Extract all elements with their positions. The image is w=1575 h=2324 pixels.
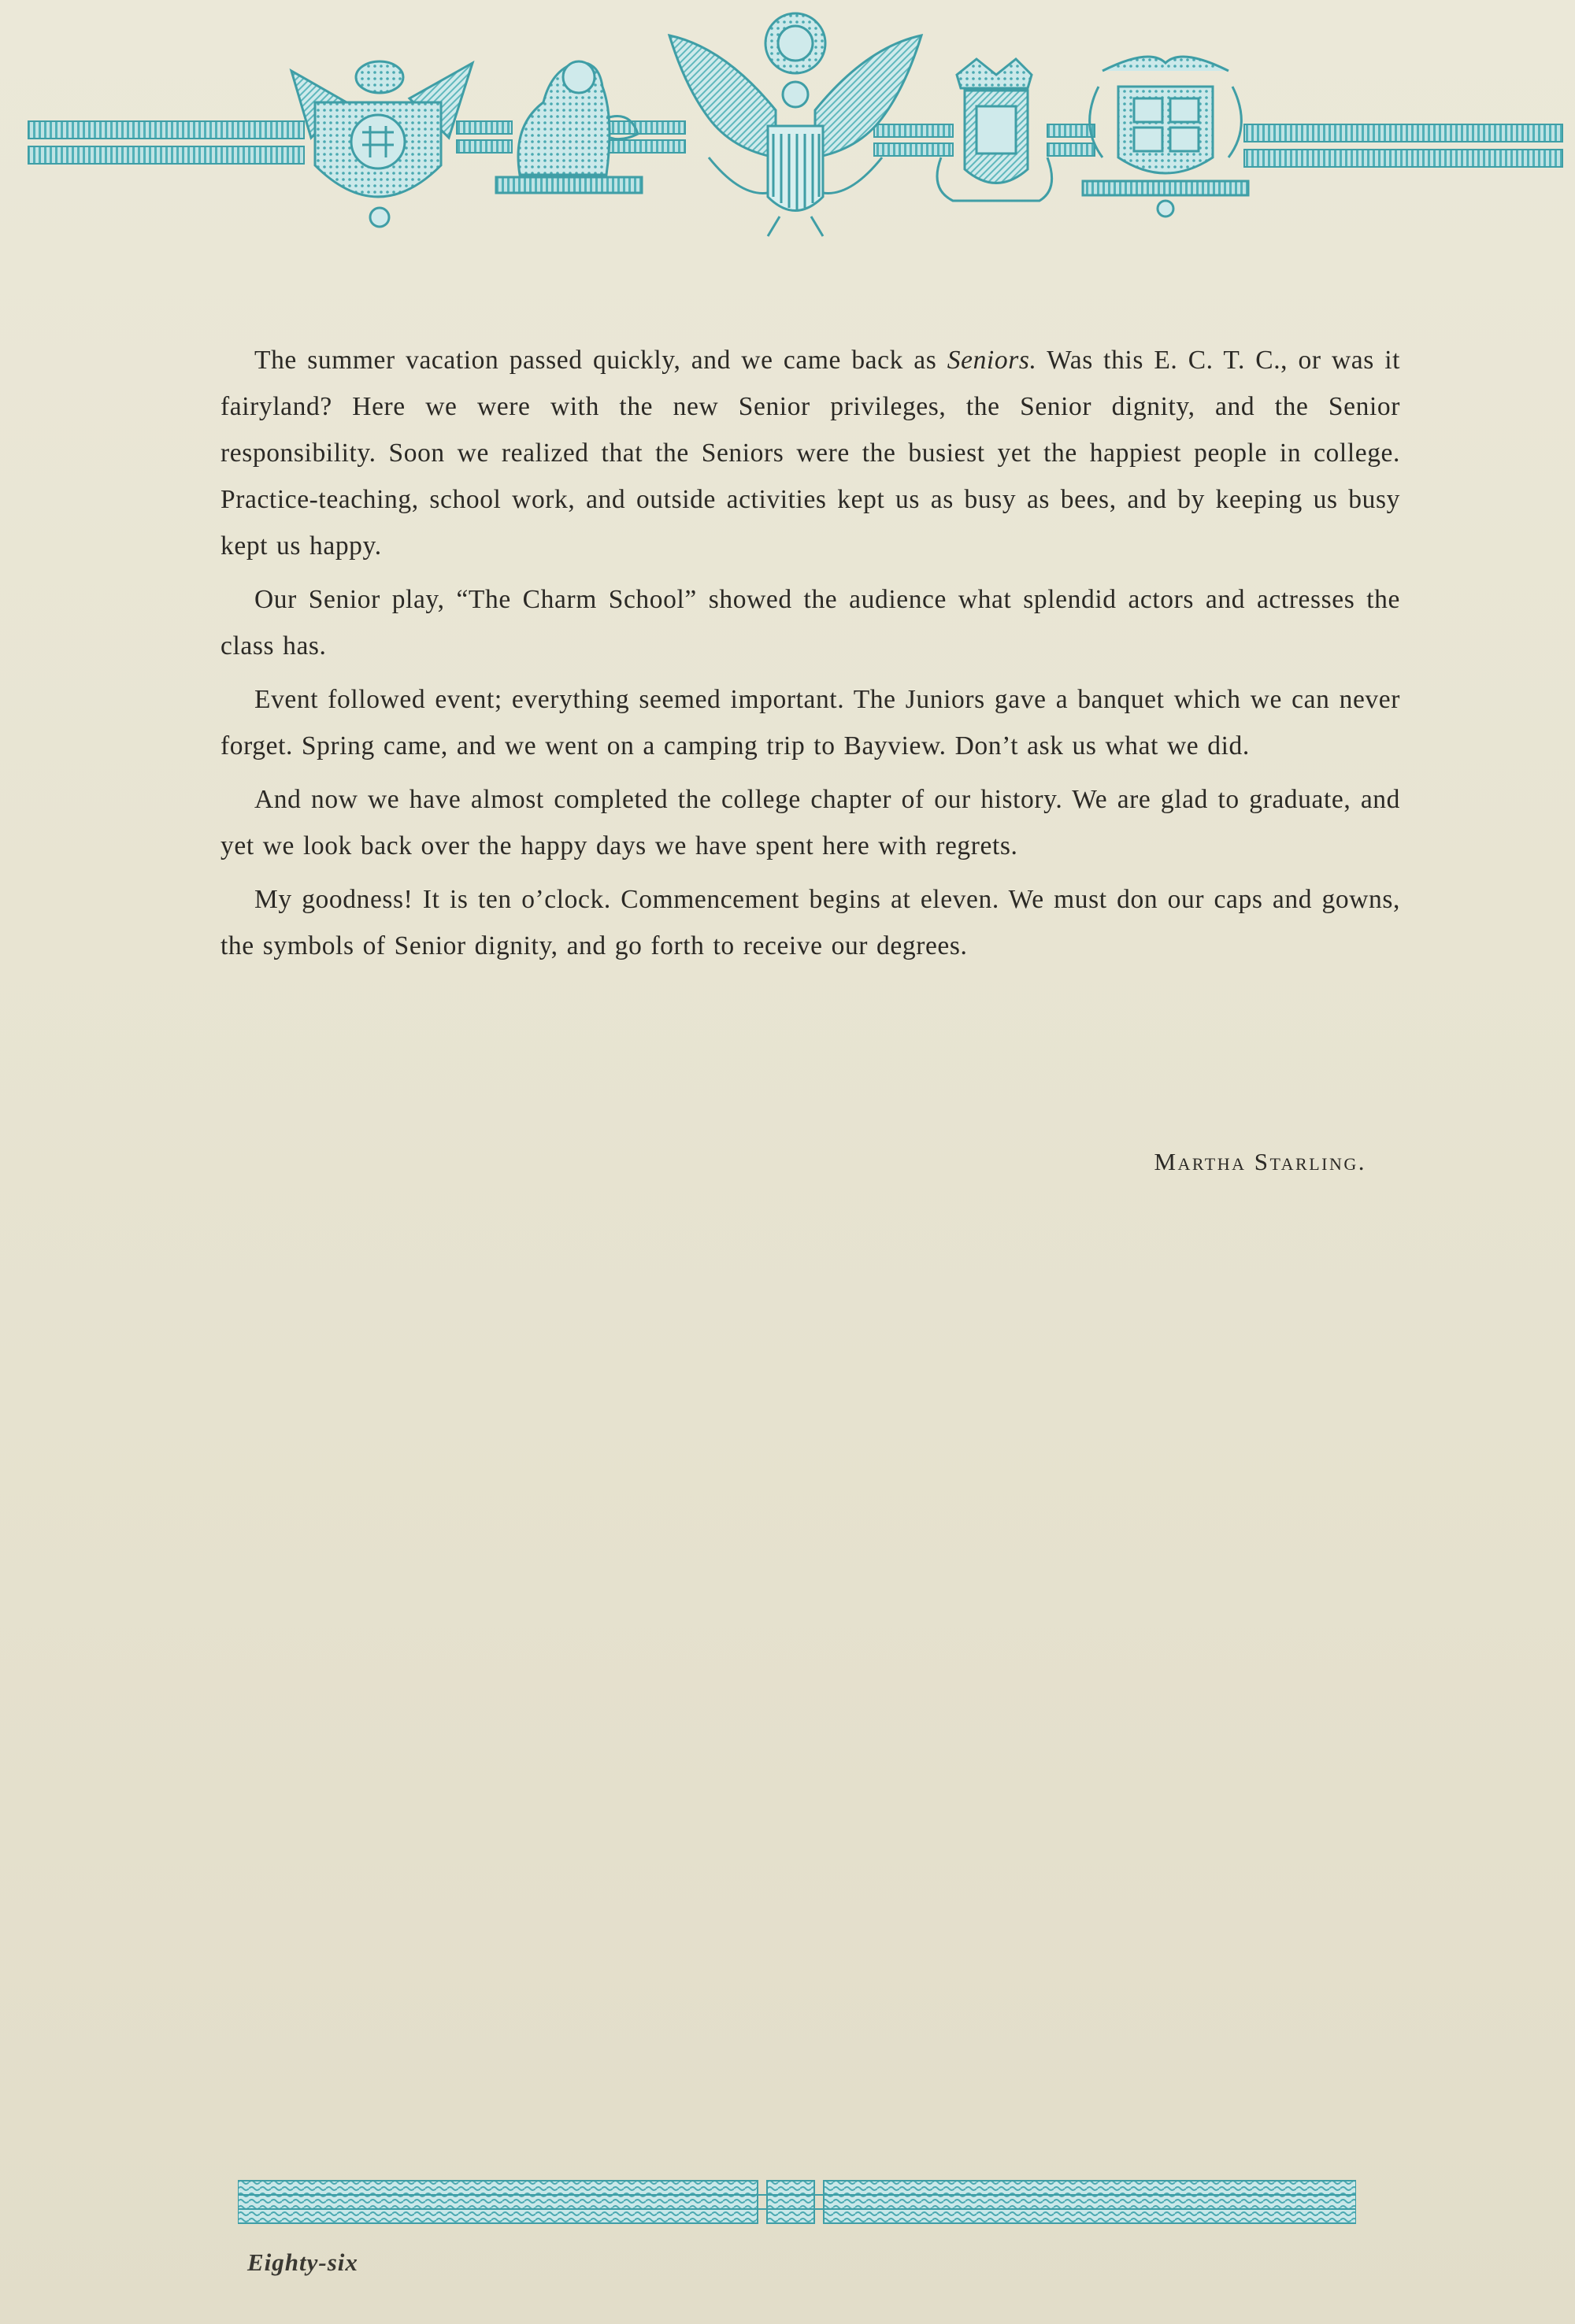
paragraph-5: My goodness! It is ten o’clock. Commencement begins at eleven. We must don our caps and gowns, the symbols of Senior dignity, and go forth to receive our degrees. [220, 885, 1400, 960]
page-number: Eighty-six [247, 2248, 358, 2276]
article-body [220, 337, 1400, 976]
paragraph-1 [220, 337, 1400, 569]
paragraph-1-text-start: The summer vacation passed quickly, and we came back as [254, 346, 947, 375]
paragraph-2: Our Senior play, “The Charm School” showed the audience what splendid actors and actresses the class has. [220, 585, 1400, 661]
paragraph-1-emphasis: Seniors. [947, 346, 1037, 375]
footer-ornament-rule [238, 2179, 1356, 2225]
royal-arms-icon [1083, 57, 1248, 216]
paragraph-4: And now we have almost completed the college chapter of our history. We are glad to graduate, and yet we look back over the happy days we have spent here with regrets. [220, 785, 1400, 860]
right-rail [1244, 124, 1562, 167]
header-ornament-band [0, 0, 1575, 252]
crown-shield-icon [937, 59, 1052, 201]
paragraph-3: Event followed event; everything seemed important. The Juniors gave a banquet which we can never forget. Spring came, and we went on a camping trip to Bayview. Don’t ask us what we did. [220, 685, 1400, 760]
paragraph-1-text-end: Was this E. C. T. C., or was it fairyland? Here we were with the new Senior privileges, the Senior dignity, and the Senior responsibility. Soon we realized that the Seniors were the busiest yet the happiest people in college. Practice-teaching, school work, and outside activities kept us as busy as bees, and by keeping us busy kept us happy. [220, 346, 1401, 561]
author-signature: Martha Starling. [1154, 1148, 1366, 1175]
coat-of-arms-icon [291, 61, 472, 227]
left-rail [28, 121, 304, 164]
